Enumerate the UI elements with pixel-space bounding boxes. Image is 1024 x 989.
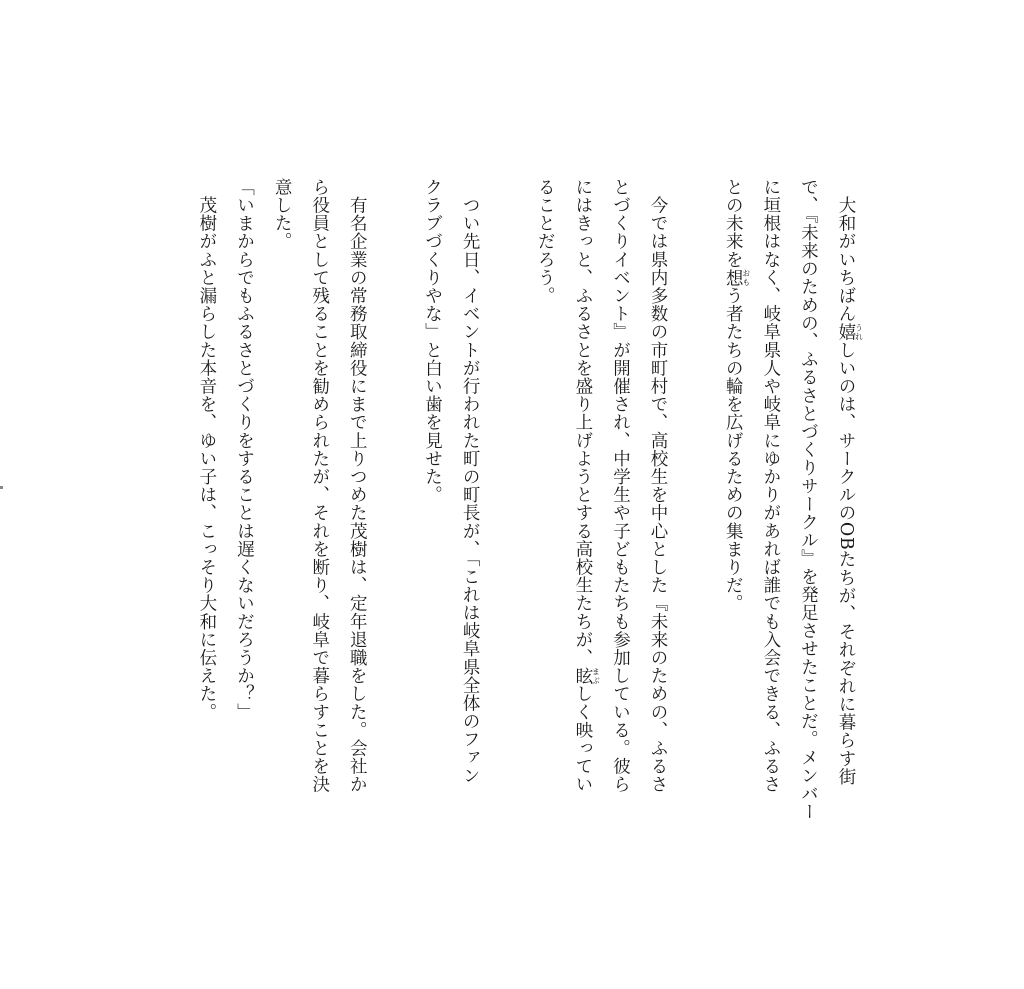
text-line: 有名企業の常務取締役にまで上りつめた茂樹は、定年退職をした。会社か [347,178,368,794]
ruby-word [723,268,751,287]
text-line: ることだろう。 [535,178,556,305]
text-line: ら役員として残ることを勧められたが、それを断り、岐阜で暮らすことを決 [309,178,330,794]
text-line: 意した。 [272,178,293,251]
line-text: しいのは、サークルのOBたちが、それぞれに暮らす街 [836,340,856,786]
text-line: で、『未来のための、ふるさとづくりサークル』を発足させたことだ。メンバー [798,178,819,821]
ruby-reading: まぶ [591,666,601,685]
text-line: クラブづくりやな」と白い歯を見せた。 [422,178,443,504]
ruby-reading: うれ [854,322,864,341]
line-text: しく映ってい [572,684,593,794]
edge-mark [0,486,3,489]
line-text: 大和がいちばん [836,178,856,323]
dialogue-line: 「いまからでもふるさとづくりをすることは遅くないだろうか？」 [234,178,255,721]
ruby-base: 嬉 [836,322,856,341]
text-line: に垣根はなく、岐阜県人や岐阜にゆかりがあれば誰でも入会できる、ふるさ [760,178,781,794]
ruby-reading: おも [741,268,751,287]
ruby-word [836,322,864,341]
line-text: との未来を [723,178,744,269]
text-line: つい先日、イベントが行われた町の町長が、「これは岐阜県全体のファン [460,178,481,785]
vertical-text-body [187,178,864,838]
text-line [563,178,601,838]
ruby-base: 想 [723,268,744,287]
text-line: とづくりイベント』が開催され、中学生や子どもたちも参加している。彼ら [610,178,631,794]
ruby-word [572,666,601,685]
text-line: 今では県内多数の市町村で、高校生を中心とした『未来のための、ふるさ [648,178,669,794]
text-line: 茂樹がふと漏らした本音を、ゆい子は、こっそり大和に伝えた。 [196,178,217,721]
line-text: う者たちの輪を広げるための集まりだ。 [723,286,744,613]
ruby-base: 眩 [572,666,593,685]
line-text: にはきっと、ふるさとを盛り上げようとする高校生たちが、 [572,178,593,667]
text-line [826,178,864,838]
text-line [714,178,752,838]
